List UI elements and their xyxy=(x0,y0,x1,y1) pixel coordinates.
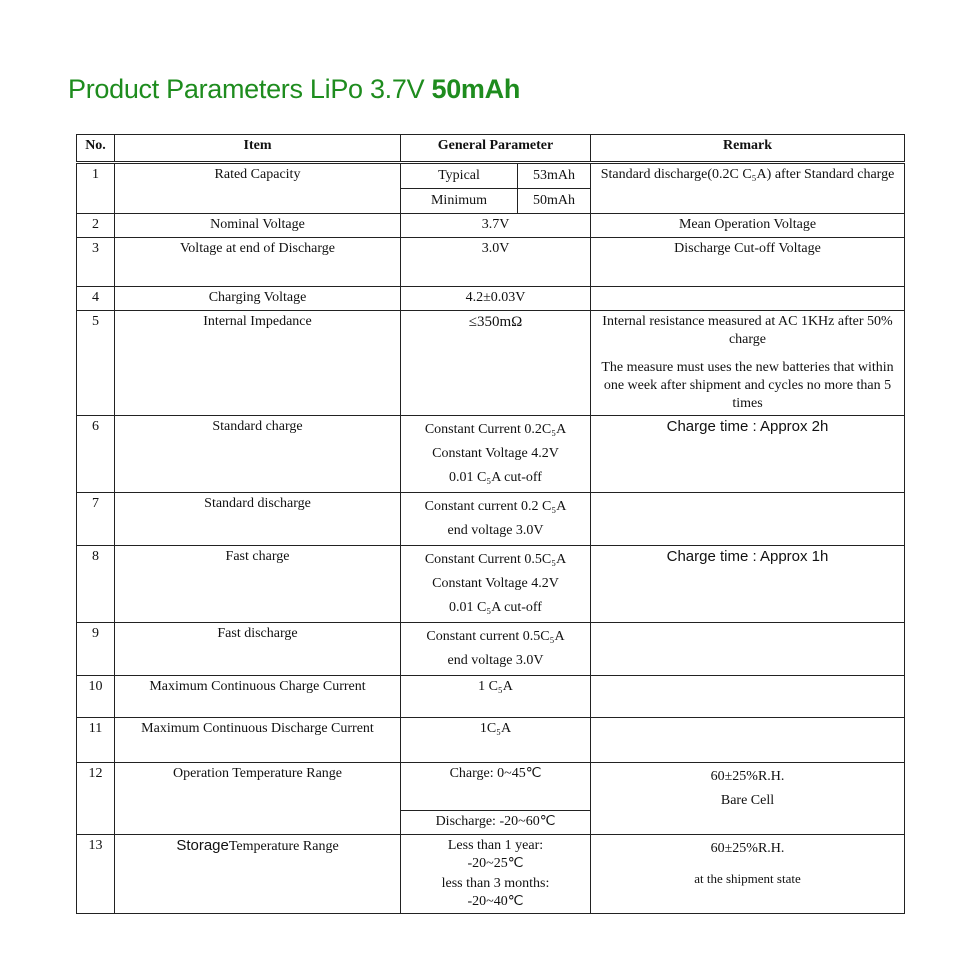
row-no: 5 xyxy=(77,311,115,416)
row-remark xyxy=(591,287,905,311)
row-param xyxy=(401,623,591,676)
row-remark: Charge time : Approx 2h xyxy=(591,416,905,493)
table-row xyxy=(77,623,905,676)
row-param: 1C₅A xyxy=(401,718,591,763)
row-no: 11 xyxy=(77,718,115,763)
row-param: 3.7V xyxy=(401,214,591,238)
row-item: Charging Voltage xyxy=(115,287,401,311)
row-item: Voltage at end of Discharge xyxy=(115,238,401,287)
header-item: Item xyxy=(115,135,401,163)
remark-line: 60±25%R.H. xyxy=(710,769,785,784)
remark-line: Bare Cell xyxy=(720,793,775,808)
table-row xyxy=(77,835,905,914)
row-item: Nominal Voltage xyxy=(115,214,401,238)
row-item: Rated Capacity xyxy=(115,163,401,214)
row-remark: Discharge Cut-off Voltage xyxy=(591,238,905,287)
row-item: Fast charge xyxy=(115,546,401,623)
table-row xyxy=(77,718,905,763)
parameters-table xyxy=(76,134,905,914)
row-remark: Charge time : Approx 1h xyxy=(591,546,905,623)
row-no: 12 xyxy=(77,763,115,835)
param-line: Constant Current 0.5C₅A xyxy=(424,552,567,567)
row-param xyxy=(401,763,591,835)
remark-line: at the shipment state xyxy=(694,871,801,886)
minimum-subrow xyxy=(401,189,590,213)
row-no: 1 xyxy=(77,163,115,214)
remark-impedance-method: Internal resistance measured at AC 1KHz after 50% charge xyxy=(602,314,893,347)
row-remark xyxy=(591,835,905,914)
row-param xyxy=(401,546,591,623)
param-discharge-temp: Discharge: -20~60℃ xyxy=(435,814,556,829)
table-header-row xyxy=(77,135,905,163)
row-no: 4 xyxy=(77,287,115,311)
row-param: ≤350mΩ xyxy=(401,311,591,416)
row-param xyxy=(401,416,591,493)
row-remark: Mean Operation Voltage xyxy=(591,214,905,238)
typical-value: 53mAh xyxy=(533,168,575,183)
row-no: 3 xyxy=(77,238,115,287)
row-no: 9 xyxy=(77,623,115,676)
page-title xyxy=(68,74,520,105)
title-text: Product Parameters LiPo 3.7V xyxy=(68,74,432,104)
header-no: No. xyxy=(77,135,115,163)
table-row xyxy=(77,416,905,493)
param-line: Constant current 0.5C₅A xyxy=(426,629,565,644)
row-remark xyxy=(591,311,905,416)
row-param xyxy=(401,835,591,914)
row-item: Maximum Continuous Charge Current xyxy=(115,676,401,718)
row-remark xyxy=(591,623,905,676)
row-item xyxy=(115,835,401,914)
row-item: Maximum Continuous Discharge Current xyxy=(115,718,401,763)
item-prefix: Storage xyxy=(176,837,229,854)
table-row xyxy=(77,546,905,623)
row-no: 13 xyxy=(77,835,115,914)
row-item: Standard discharge xyxy=(115,493,401,546)
param-line: end voltage 3.0V xyxy=(447,523,544,538)
typical-subrow xyxy=(401,164,590,189)
row-remark xyxy=(591,718,905,763)
row-item: Standard charge xyxy=(115,416,401,493)
table-row xyxy=(77,238,905,287)
row-no: 2 xyxy=(77,214,115,238)
param-line: Less than 1 year: -20~25℃ xyxy=(447,838,544,871)
table-row xyxy=(77,163,905,214)
param-line: Constant Current 0.2C₅A xyxy=(424,422,567,437)
table-row xyxy=(77,493,905,546)
param-line: 0.01 C₅A cut-off xyxy=(449,600,542,615)
row-remark xyxy=(591,493,905,546)
param-line: 0.01 C₅A cut-off xyxy=(449,470,542,485)
param-charge-temp: Charge: 0~45℃ xyxy=(401,763,590,811)
minimum-value: 50mAh xyxy=(533,193,575,208)
row-param xyxy=(401,163,591,214)
row-no: 8 xyxy=(77,546,115,623)
row-item: Internal Impedance xyxy=(115,311,401,416)
minimum-label: Minimum xyxy=(401,189,518,213)
row-remark xyxy=(591,676,905,718)
row-item: Fast discharge xyxy=(115,623,401,676)
param-line: Constant current 0.2 C₅A xyxy=(424,499,567,514)
header-remark: Remark xyxy=(591,135,905,163)
remark-impedance-note: The measure must uses the new batteries that within one week after shipment and cycles no more than 5 times xyxy=(601,360,894,411)
header-general-parameter: General Parameter xyxy=(401,135,591,163)
row-remark xyxy=(591,763,905,835)
param-line: end voltage 3.0V xyxy=(447,653,544,668)
row-no: 7 xyxy=(77,493,115,546)
row-no: 10 xyxy=(77,676,115,718)
row-no: 6 xyxy=(77,416,115,493)
row-param: 4.2±0.03V xyxy=(401,287,591,311)
item-text: Temperature Range xyxy=(228,839,339,854)
row-param xyxy=(401,493,591,546)
row-param: 1 C₅A xyxy=(401,676,591,718)
param-line: Constant Voltage 4.2V xyxy=(432,576,559,591)
param-line: less than 3 months: -20~40℃ xyxy=(441,876,550,909)
table-row xyxy=(77,287,905,311)
table-row xyxy=(77,763,905,835)
row-item: Operation Temperature Range xyxy=(115,763,401,835)
remark-line: 60±25%R.H. xyxy=(710,841,785,856)
row-param: 3.0V xyxy=(401,238,591,287)
param-line: Constant Voltage 4.2V xyxy=(432,446,559,461)
row-remark: Standard discharge(0.2C C₅A) after Standard charge xyxy=(591,163,905,214)
title-capacity: 50mAh xyxy=(431,74,521,104)
typical-label: Typical xyxy=(401,164,518,188)
table-row xyxy=(77,214,905,238)
table-row xyxy=(77,676,905,718)
table-row xyxy=(77,311,905,416)
